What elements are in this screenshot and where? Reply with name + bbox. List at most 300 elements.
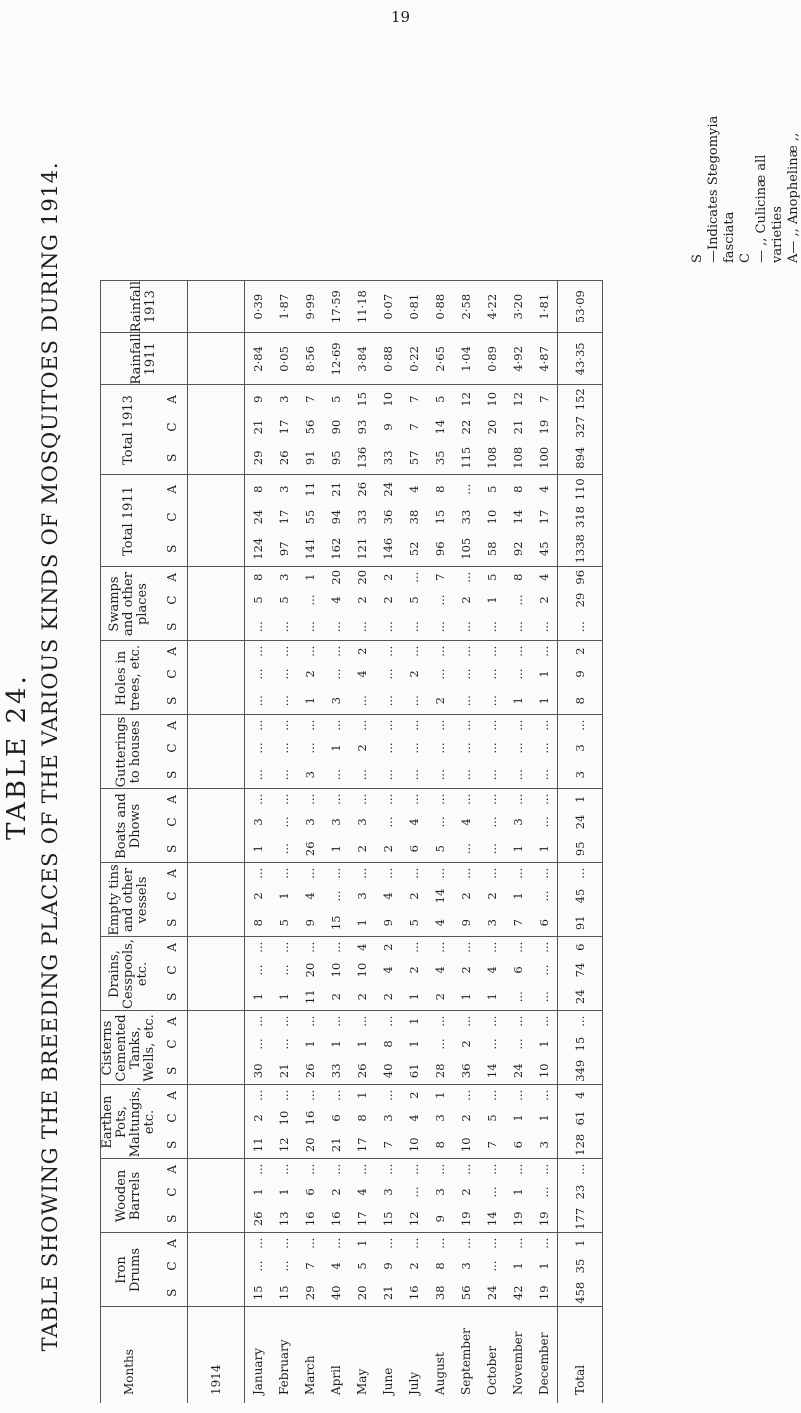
- value-cell: 5: [271, 909, 297, 937]
- value-cell: 12: [401, 1205, 427, 1233]
- value-cell: 57: [401, 441, 427, 475]
- value-cell: 38: [427, 1279, 453, 1307]
- value-cell: 105: [453, 531, 479, 567]
- value-cell: 1: [355, 1091, 369, 1099]
- value-cell: 1: [511, 1262, 525, 1270]
- subheader-s: S: [157, 1131, 188, 1159]
- value-cell: 4: [381, 892, 395, 900]
- value-cell: ...: [453, 761, 479, 789]
- rainfall-1911-cell: 3·84: [349, 333, 375, 385]
- value-cell: 5: [355, 1262, 369, 1270]
- value-cell: 177: [558, 1205, 603, 1233]
- value-cell: 1: [531, 835, 558, 863]
- value-cell: 4: [407, 818, 421, 826]
- value-cell: ...: [297, 613, 323, 641]
- value-cell: 1: [505, 687, 531, 715]
- subheader-a: A: [165, 720, 179, 730]
- value-cell: 14: [479, 1057, 505, 1085]
- value-cell: ...: [277, 742, 291, 754]
- value-cell: 42: [505, 1279, 531, 1307]
- value-cell: ...: [303, 1163, 317, 1175]
- value-cell: 5: [433, 395, 447, 403]
- value-cell: ...: [375, 687, 401, 715]
- value-cell: 1: [355, 1040, 369, 1048]
- value-cell: 2: [251, 1114, 265, 1122]
- subheader-c: C: [165, 891, 179, 901]
- value-cell: 7: [433, 573, 447, 581]
- value-cell: 12: [459, 391, 473, 407]
- value-cell: ...: [433, 594, 447, 606]
- value-cell: ...: [485, 668, 499, 680]
- spacer-cell: [188, 385, 245, 413]
- value-cell: 21: [251, 419, 265, 435]
- spacer-cell: [188, 687, 245, 715]
- value-cell: 108: [479, 441, 505, 475]
- value-cell: 21: [271, 1057, 297, 1085]
- group-header-gutterings: Gutterings to houses: [101, 715, 158, 789]
- value-cell: ...: [573, 719, 587, 731]
- rainfall-1913-cell: 0·81: [401, 281, 427, 333]
- value-cell: ...: [245, 613, 272, 641]
- value-cell: ...: [329, 890, 343, 902]
- rainfall-1913-cell: 2·58: [453, 281, 479, 333]
- value-cell: ...: [355, 793, 369, 805]
- value-cell: 35: [427, 441, 453, 475]
- value-cell: 12: [271, 1131, 297, 1159]
- table-row: [453, 281, 479, 1404]
- value-cell: 9: [381, 423, 395, 431]
- value-cell: 96: [427, 531, 453, 567]
- subheader-c: C: [165, 1039, 179, 1049]
- rainfall-1911-cell: 4·87: [531, 333, 558, 385]
- value-cell: ...: [251, 1015, 265, 1027]
- value-cell: ...: [537, 1015, 551, 1027]
- subheader-a: A: [165, 1164, 179, 1174]
- spacer-cell: [188, 1085, 245, 1105]
- value-cell: ...: [355, 867, 369, 879]
- spacer-cell: [188, 587, 245, 613]
- value-cell: ...: [407, 1163, 421, 1175]
- value-cell: ...: [251, 1089, 265, 1101]
- value-cell: 8: [427, 1131, 453, 1159]
- table-row: [479, 281, 505, 1404]
- value-cell: 4: [303, 892, 317, 900]
- value-cell: ...: [505, 761, 531, 789]
- value-cell: 20: [355, 569, 369, 585]
- value-cell: ...: [433, 1038, 447, 1050]
- value-cell: 92: [505, 531, 531, 567]
- months-header: Months: [101, 1307, 158, 1403]
- value-cell: ...: [479, 687, 505, 715]
- value-cell: ...: [375, 761, 401, 789]
- value-cell: ...: [505, 983, 531, 1011]
- value-cell: 91: [297, 441, 323, 475]
- spacer-cell: [188, 1233, 245, 1253]
- value-cell: 1: [303, 573, 317, 581]
- value-cell: 5: [485, 1114, 499, 1122]
- rainfall-1913-cell: 0·88: [427, 281, 453, 333]
- value-cell: ...: [537, 964, 551, 976]
- value-cell: 2: [459, 1040, 473, 1048]
- value-cell: ...: [251, 793, 265, 805]
- value-cell: 3: [381, 1188, 395, 1196]
- value-cell: 2: [427, 687, 453, 715]
- value-cell: ...: [433, 1163, 447, 1175]
- spacer-cell: [188, 441, 245, 475]
- value-cell: ...: [381, 1089, 395, 1101]
- value-cell: ...: [433, 793, 447, 805]
- rainfall-1913-cell: 11·18: [349, 281, 375, 333]
- value-cell: 17: [537, 509, 551, 525]
- value-cell: ...: [329, 1015, 343, 1027]
- value-cell: 1: [505, 835, 531, 863]
- value-cell: ...: [537, 890, 551, 902]
- subheader-s: S: [157, 441, 188, 475]
- value-cell: 2: [381, 573, 395, 581]
- value-cell: 8: [245, 909, 272, 937]
- value-cell: 20: [303, 962, 317, 978]
- value-cell: 24: [573, 814, 587, 830]
- value-cell: ...: [381, 1015, 395, 1027]
- value-cell: ...: [537, 742, 551, 754]
- spacer-cell: [188, 835, 245, 863]
- value-cell: 1: [511, 892, 525, 900]
- month-label: September: [459, 1328, 473, 1395]
- subheader-s: S: [157, 1279, 188, 1307]
- value-cell: ...: [537, 941, 551, 953]
- rainfall-1913-cell: 0·07: [375, 281, 401, 333]
- value-cell: ...: [485, 1186, 499, 1198]
- value-cell: ...: [459, 483, 473, 495]
- value-cell: 349: [558, 1057, 603, 1085]
- subheader-c: C: [165, 512, 179, 522]
- value-cell: 9: [453, 909, 479, 937]
- rainfall-1911-cell: 12·69: [323, 333, 349, 385]
- value-cell: 146: [375, 531, 401, 567]
- value-cell: 7: [407, 395, 421, 403]
- value-cell: 1: [573, 795, 587, 803]
- value-cell: 2: [375, 983, 401, 1011]
- value-cell: ...: [485, 742, 499, 754]
- value-cell: 26: [271, 441, 297, 475]
- value-cell: ...: [271, 687, 297, 715]
- value-cell: 24: [381, 481, 395, 497]
- month-label: October: [485, 1345, 499, 1395]
- value-cell: ...: [459, 941, 473, 953]
- value-cell: 16: [297, 1205, 323, 1233]
- spacer-cell: [188, 735, 245, 761]
- value-cell: 3: [355, 818, 369, 826]
- value-cell: 4: [407, 485, 421, 493]
- value-cell: ...: [459, 1237, 473, 1249]
- subheader-a: A: [165, 1238, 179, 1248]
- table-title: TABLE 24.: [2, 673, 32, 840]
- value-cell: 1: [251, 1188, 265, 1196]
- rainfall-1911-header: Rainfall 1911: [101, 333, 188, 385]
- subheader-s: S: [157, 983, 188, 1011]
- group-header-total-1911: Total 1911: [101, 475, 158, 567]
- value-cell: 20: [485, 419, 499, 435]
- table-row: [271, 281, 297, 1404]
- value-cell: ...: [511, 1163, 525, 1175]
- value-cell: ...: [251, 719, 265, 731]
- group-header-iron-drums: Iron Drums: [101, 1233, 158, 1307]
- spacer-cell: [188, 641, 245, 661]
- value-cell: 17: [349, 1131, 375, 1159]
- spacer-cell: [188, 1057, 245, 1085]
- subheader-a: A: [165, 646, 179, 656]
- value-cell: 1: [511, 1114, 525, 1122]
- value-cell: 14: [511, 509, 525, 525]
- value-cell: ...: [329, 941, 343, 953]
- value-cell: 8: [511, 573, 525, 581]
- value-cell: ...: [537, 1237, 551, 1249]
- value-cell: 58: [479, 531, 505, 567]
- value-cell: 8: [433, 1262, 447, 1270]
- value-cell: 1338: [558, 531, 603, 567]
- value-cell: 5: [401, 909, 427, 937]
- value-cell: 4: [427, 909, 453, 937]
- value-cell: 4: [459, 818, 473, 826]
- value-cell: 1: [349, 909, 375, 937]
- value-cell: 19: [537, 419, 551, 435]
- rainfall-1911-cell: 0·22: [401, 333, 427, 385]
- value-cell: 3: [381, 1114, 395, 1122]
- value-cell: 33: [459, 509, 473, 525]
- value-cell: 15: [271, 1279, 297, 1307]
- spacer-cell: [188, 715, 245, 735]
- value-cell: ...: [277, 941, 291, 953]
- value-cell: ...: [329, 1163, 343, 1175]
- value-cell: 2: [459, 1114, 473, 1122]
- value-cell: 6: [531, 909, 558, 937]
- value-cell: 6: [303, 1188, 317, 1196]
- value-cell: 7: [303, 1262, 317, 1270]
- subheader-s: S: [157, 613, 188, 641]
- value-cell: 3: [433, 1114, 447, 1122]
- month-label: February: [277, 1339, 291, 1395]
- value-cell: ...: [433, 867, 447, 879]
- value-cell: 7: [407, 423, 421, 431]
- value-cell: 10: [453, 1131, 479, 1159]
- value-cell: 24: [558, 983, 603, 1011]
- value-cell: ...: [459, 668, 473, 680]
- value-cell: 21: [375, 1279, 401, 1307]
- value-cell: 30: [245, 1057, 272, 1085]
- value-cell: ...: [407, 645, 421, 657]
- month-label: Total: [573, 1364, 587, 1395]
- value-cell: 1: [329, 744, 343, 752]
- rainfall-1913-cell: 9·99: [297, 281, 323, 333]
- value-cell: 7: [505, 909, 531, 937]
- subheader-s: S: [157, 687, 188, 715]
- value-cell: ...: [485, 1089, 499, 1101]
- table-row: [375, 281, 401, 1404]
- value-cell: 4: [537, 485, 551, 493]
- value-cell: 20: [297, 1131, 323, 1159]
- value-cell: ...: [459, 645, 473, 657]
- value-cell: 6: [511, 966, 525, 974]
- group-header-cisterns: Cisterns Cemented Tanks, Wells, etc.: [101, 1011, 158, 1085]
- value-cell: ...: [537, 867, 551, 879]
- rotated-table-page: [0, 100, 801, 1413]
- value-cell: 2: [459, 892, 473, 900]
- value-cell: 22: [459, 419, 473, 435]
- value-cell: ...: [303, 793, 317, 805]
- rainfall-1913-header: Rainfall 1913: [101, 281, 188, 333]
- value-cell: 14: [433, 888, 447, 904]
- value-cell: 3: [531, 1131, 558, 1159]
- value-cell: ...: [433, 719, 447, 731]
- value-cell: 95: [323, 441, 349, 475]
- value-cell: ...: [303, 645, 317, 657]
- rainfall-1913-cell: 4·22: [479, 281, 505, 333]
- value-cell: 97: [271, 531, 297, 567]
- rainfall-1913-cell: 3·20: [505, 281, 531, 333]
- value-cell: ...: [433, 1237, 447, 1249]
- value-cell: 36: [453, 1057, 479, 1085]
- spacer-cell: [188, 475, 245, 503]
- value-cell: ...: [329, 1237, 343, 1249]
- value-cell: ...: [271, 761, 297, 789]
- value-cell: ...: [453, 835, 479, 863]
- breeding-places-table: [100, 280, 603, 1403]
- rainfall-1911-cell: 8·56: [297, 333, 323, 385]
- value-cell: ...: [381, 1163, 395, 1175]
- value-cell: 7: [479, 1131, 505, 1159]
- value-cell: ...: [511, 719, 525, 731]
- value-cell: 2: [349, 835, 375, 863]
- value-cell: 26: [349, 1057, 375, 1085]
- value-cell: ...: [537, 793, 551, 805]
- total-row: [558, 281, 603, 1404]
- value-cell: ...: [251, 645, 265, 657]
- value-cell: 3: [329, 818, 343, 826]
- value-cell: ...: [303, 1015, 317, 1027]
- value-cell: 91: [558, 909, 603, 937]
- value-cell: 55: [303, 509, 317, 525]
- value-cell: 152: [573, 388, 587, 411]
- value-cell: ...: [531, 983, 558, 1011]
- value-cell: 3: [459, 1262, 473, 1270]
- value-cell: ...: [251, 1237, 265, 1249]
- subheader-a: A: [165, 484, 179, 494]
- value-cell: 35: [573, 1258, 587, 1274]
- value-cell: ...: [511, 941, 525, 953]
- group-header-boats: Boats and Dhows: [101, 789, 158, 863]
- value-cell: ...: [511, 867, 525, 879]
- rainfall-1911-cell: 2·84: [245, 333, 272, 385]
- value-cell: ...: [485, 719, 499, 731]
- value-cell: ...: [573, 867, 587, 879]
- value-cell: ...: [485, 867, 499, 879]
- spacer-cell: [188, 863, 245, 883]
- value-cell: 10: [485, 509, 499, 525]
- value-cell: 3: [479, 909, 505, 937]
- rainfall-1911-cell: 43·35: [558, 333, 603, 385]
- rainfall-1913-cell: 53·09: [558, 281, 603, 333]
- value-cell: 4: [485, 966, 499, 974]
- value-cell: ...: [537, 816, 551, 828]
- value-cell: 2: [355, 647, 369, 655]
- value-cell: 3: [433, 1188, 447, 1196]
- subheader-a: A: [165, 572, 179, 582]
- table-row: [297, 281, 323, 1404]
- value-cell: ...: [303, 867, 317, 879]
- value-cell: ...: [277, 793, 291, 805]
- value-cell: 1: [303, 1040, 317, 1048]
- value-cell: ...: [381, 719, 395, 731]
- value-cell: 19: [505, 1205, 531, 1233]
- value-cell: ...: [407, 1237, 421, 1249]
- value-cell: ...: [271, 835, 297, 863]
- rainfall-1913-cell: 0·39: [245, 281, 272, 333]
- value-cell: 9: [375, 909, 401, 937]
- value-cell: ...: [537, 1186, 551, 1198]
- value-cell: 20: [329, 569, 343, 585]
- value-cell: 1: [485, 596, 499, 604]
- value-cell: 6: [573, 943, 587, 951]
- value-cell: ...: [407, 571, 421, 583]
- table-row: [531, 281, 558, 1404]
- subheader-s: S: [157, 835, 188, 863]
- value-cell: 19: [531, 1205, 558, 1233]
- value-cell: 15: [245, 1279, 272, 1307]
- value-cell: 4: [381, 966, 395, 974]
- value-cell: 128: [558, 1131, 603, 1159]
- value-cell: ...: [329, 793, 343, 805]
- legend-row-c: C— ,, Culicinæ all varieties: [738, 154, 785, 263]
- value-cell: 9: [297, 909, 323, 937]
- value-cell: ...: [401, 613, 427, 641]
- spacer-cell: [188, 1011, 245, 1031]
- value-cell: ...: [537, 1089, 551, 1101]
- subheader-s: S: [157, 1057, 188, 1085]
- value-cell: 2: [323, 983, 349, 1011]
- legend-row-s: S—Indicates Stegomyia fasciata: [690, 115, 737, 263]
- value-cell: 13: [271, 1205, 297, 1233]
- month-label: April: [329, 1365, 343, 1395]
- table-row: [349, 281, 375, 1404]
- group-header-earthen-pots: Earthen Pots, Maltungis, etc.: [100, 1086, 157, 1158]
- value-cell: 1: [531, 687, 558, 715]
- value-cell: 4: [355, 670, 369, 678]
- value-cell: 1: [537, 670, 551, 678]
- value-cell: 3: [297, 761, 323, 789]
- value-cell: 1: [245, 983, 272, 1011]
- value-cell: 2: [573, 647, 587, 655]
- value-cell: ...: [303, 719, 317, 731]
- value-cell: ...: [329, 719, 343, 731]
- value-cell: 2: [303, 670, 317, 678]
- value-cell: ...: [485, 645, 499, 657]
- value-cell: ...: [277, 668, 291, 680]
- value-cell: 93: [355, 419, 369, 435]
- value-cell: ...: [479, 613, 505, 641]
- value-cell: 36: [381, 509, 395, 525]
- value-cell: ...: [573, 1163, 587, 1175]
- value-cell: 121: [349, 531, 375, 567]
- value-cell: ...: [329, 867, 343, 879]
- value-cell: 1: [271, 983, 297, 1011]
- value-cell: ...: [277, 1038, 291, 1050]
- table-row: [323, 281, 349, 1404]
- value-cell: 33: [375, 441, 401, 475]
- rainfall-1911-cell: 0·88: [375, 333, 401, 385]
- value-cell: 19: [453, 1205, 479, 1233]
- month-label: December: [537, 1332, 551, 1395]
- subheader-c: C: [165, 1187, 179, 1197]
